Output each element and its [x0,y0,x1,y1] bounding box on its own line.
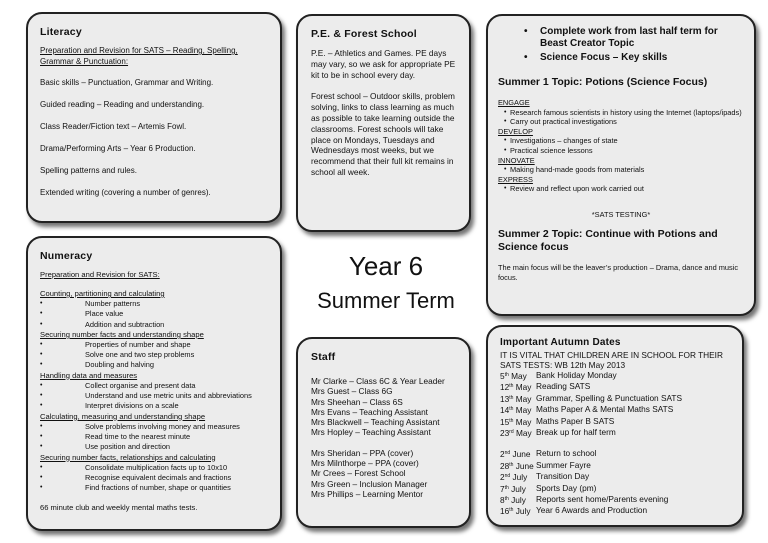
date-label: 15th May [500,416,532,427]
date-row [500,460,730,471]
numeracy-section-heading: Calculating, measuring and understanding shape [40,411,206,421]
express-item: • Review and reflect upon work carried out [498,184,744,194]
staff-card [296,337,471,528]
staff-member: Mrs Blackwell – Teaching Assistant [311,417,440,428]
numeracy-item: • Collect organise and present data [40,381,268,391]
date-row [500,471,730,482]
date-label: 5th May [500,371,527,381]
literacy-item: Guided reading – Reading and understanding. [40,100,205,109]
sats-notice: IT IS VITAL THAT CHILDREN ARE IN SCHOOL FOR THEIR SATS TESTS: WB 12th May 2013 [500,350,723,370]
topic-bullet: • Complete work from last half term for Beast Creator Topic [498,26,744,50]
numeracy-item: • Addition and subtraction [40,320,268,330]
date-row [500,381,730,392]
staff-member: Mrs Phillips – Learning Mentor [311,488,424,499]
literacy-item: Spelling patterns and rules. [40,166,137,175]
date-event: Return to school [536,448,597,459]
date-event: Sports Day (pm) [536,482,597,493]
numeracy-item: • Number patterns [40,299,268,309]
date-event: Maths Paper B SATS [536,415,615,426]
numeracy-item: • Read time to the nearest minute [40,432,268,442]
title-year: Year 6 [348,251,424,281]
numeracy-item: • Doubling and halving [40,360,268,370]
express-heading: EXPRESS [498,174,533,184]
numeracy-footer: 66 minute club and weekly mental maths tests. [40,503,198,513]
title-term: Summer Term [317,288,455,313]
staff-member: Mrs Sheridan – PPA (cover) [311,447,414,458]
numeracy-section-heading: Handling data and measures [40,370,138,380]
numeracy-title: Numeracy [40,250,93,262]
pe-title: P.E. & Forest School [311,28,417,40]
summer2-title: Summer 2 Topic: Continue with Potions and Science focus [498,227,718,253]
staff-member: Mrs Guest – Class 6G [311,386,393,397]
date-event: Transition Day [536,471,590,482]
engage-item: • Research famous scientists in history using the Internet (laptops/ipads) [498,108,744,118]
date-label: 23rd May [500,428,532,439]
numeracy-section-heading: Securing number facts, relationships and calculating [40,452,216,462]
numeracy-section-heading: Counting, partitioning and calculating [40,289,165,298]
dates-title: Important Autumn Dates [500,337,621,348]
pe-card [296,14,471,232]
summer2-text: The main focus will be the leaver’s production – Drama, dance and music focus. [498,262,739,282]
dates-card [486,325,744,527]
staff-member: Mrs Milnthorpe – PPA (cover) [311,458,419,469]
innovate-item: • Making hand-made goods from materials [498,165,744,175]
innovate-heading: INNOVATE [498,155,535,165]
literacy-item: Extended writing (covering a number of genres). [40,188,211,197]
date-event: Bank Holiday Monday [536,370,617,380]
dates-group [500,448,730,516]
date-event: Summer Fayre [536,459,591,470]
staff-title: Staff [311,351,336,363]
date-row [500,427,730,438]
engage-heading: ENGAGE [498,98,530,107]
numeracy-item: • Solve one and two step problems [40,350,268,360]
pe-paragraph: P.E. – Athletics and Games. PE days may vary, so we ask for appropriate PE kit to be in school every day. [311,48,456,80]
date-row [500,416,730,427]
staff-member: Mr Crees – Forest School [311,468,406,479]
engage-item: • Carry out practical investigations [498,117,744,127]
date-event: Break up for half term [536,427,616,438]
literacy-item: Basic skills – Punctuation, Grammar and Writing. [40,78,214,87]
numeracy-intro: Preparation and Revision for SATS: [40,270,160,279]
numeracy-section-heading: Securing number facts and understanding shape [40,329,204,339]
staff-member: Mrs Evans – Teaching Assistant [311,406,428,417]
date-label: 8th July [500,495,526,506]
date-event: Grammar, Spelling & Punctuation SATS [536,392,683,403]
date-label: 13th May [500,393,532,404]
numeracy-item: • Use position and direction [40,442,268,452]
date-row [500,370,730,381]
staff-member: Mrs Green – Inclusion Manager [311,478,428,489]
numeracy-item: • Place value [40,309,268,319]
numeracy-item: • Understand and use metric units and abbreviations [40,391,268,401]
numeracy-item: • Interpret divisions on a scale [40,401,268,411]
date-row [500,404,730,415]
page-title [296,250,476,316]
dates-group [500,370,730,438]
date-event: Maths Paper A & Mental Maths SATS [536,404,674,415]
date-row [500,393,730,404]
date-label: 7th July [500,483,526,494]
staff-member: Mr Clarke – Class 6C & Year Leader [311,376,445,386]
date-event: Reading SATS [536,381,591,392]
staff-member: Mrs Hopley – Teaching Assistant [311,427,431,438]
date-row [500,483,730,494]
staff-member: Mrs Sheehan – Class 6S [311,396,403,407]
numeracy-item: • Consolidate multiplication facts up to 10x10 [40,463,268,473]
date-label: 16th July [500,506,531,517]
literacy-intro: Preparation and Revision for SATS – Reading, Spelling, Grammar & Punctuation: [40,46,238,66]
date-label: 12th May [500,382,532,393]
literacy-card [26,12,282,223]
develop-heading: DEVELOP [498,126,533,136]
develop-item: • Investigations – changes of state [498,136,744,146]
topics-card [486,14,756,316]
date-row [500,494,730,505]
date-event: Year 6 Awards and Production [536,505,648,516]
numeracy-item: • Properties of number and shape [40,340,268,350]
develop-item: • Practical science lessons [498,146,744,156]
date-event: Reports sent home/Parents evening [536,494,669,505]
numeracy-card [26,236,282,531]
numeracy-item: • Recognise equivalent decimals and fractions [40,473,268,483]
date-row [500,448,730,459]
literacy-item: Class Reader/Fiction text – Artemis Fowl. [40,122,187,131]
sats-testing-note: *SATS TESTING* [591,209,651,219]
date-label: 2nd July [500,472,528,483]
numeracy-item: • Solve problems involving money and measures [40,422,268,432]
date-label: 2nd June [500,449,531,460]
numeracy-item: • Find fractions of number, shape or quantities [40,483,268,493]
literacy-title: Literacy [40,26,82,38]
forest-school-paragraph: Forest school – Outdoor skills, problem solving, links to class learning as much as possible to take learning outside the classrooms. Forest schools will take place on Mondays, Tuesdays and Wednesdays most weeks, but we recommend that their full kit remains in school all week. [311,91,455,177]
literacy-item: Drama/Performing Arts – Year 6 Production. [40,144,196,153]
summer1-title: Summer 1 Topic: Potions (Science Focus) [498,76,708,88]
topic-bullet: • Science Focus – Key skills [498,52,744,64]
date-label: 14th May [500,405,532,416]
date-row [500,505,730,516]
date-label: 28th June [500,460,534,471]
